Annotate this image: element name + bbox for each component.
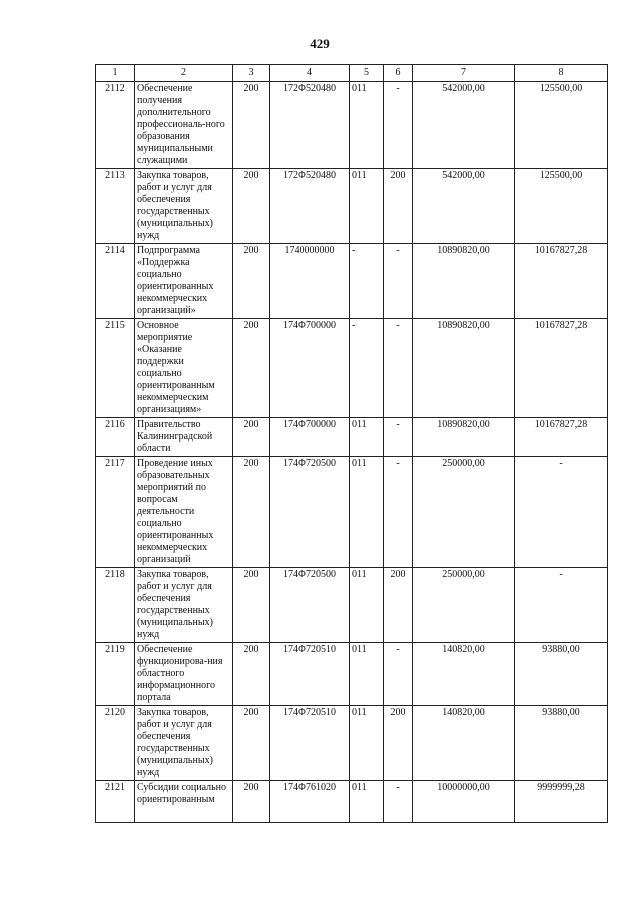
header-col-3: 3 xyxy=(233,65,270,82)
row-target-code: 174Ф700000 xyxy=(270,319,350,418)
row-expense-type: - xyxy=(384,418,413,457)
table-row xyxy=(96,244,608,319)
table-row xyxy=(96,643,608,706)
row-code: 200 xyxy=(233,244,270,319)
row-value-planned: 10890820,00 xyxy=(413,319,515,418)
row-name: Обеспечение функционирова-ния областного информационного портала xyxy=(135,643,233,706)
row-target-code: 172Ф520480 xyxy=(270,169,350,244)
row-value-actual: 10167827,28 xyxy=(515,244,608,319)
row-value-actual: 93880,00 xyxy=(515,643,608,706)
row-target-code: 172Ф520480 xyxy=(270,82,350,169)
budget-table xyxy=(95,64,608,823)
row-source: - xyxy=(350,244,384,319)
row-name: Закупка товаров, работ и услуг для обеспечения государственных (муниципальных) нужд xyxy=(135,706,233,781)
header-col-7: 7 xyxy=(413,65,515,82)
row-source: 011 xyxy=(350,643,384,706)
row-number: 2119 xyxy=(96,643,135,706)
row-number: 2112 xyxy=(96,82,135,169)
row-name: Правительство Калининградской области xyxy=(135,418,233,457)
row-expense-type: - xyxy=(384,457,413,568)
header-col-6: 6 xyxy=(384,65,413,82)
row-code: 200 xyxy=(233,82,270,169)
row-source: 011 xyxy=(350,568,384,643)
row-expense-type: - xyxy=(384,319,413,418)
table-row xyxy=(96,319,608,418)
table-row xyxy=(96,418,608,457)
row-source: 011 xyxy=(350,706,384,781)
row-number: 2121 xyxy=(96,781,135,823)
row-number: 2115 xyxy=(96,319,135,418)
table-row xyxy=(96,82,608,169)
header-col-8: 8 xyxy=(515,65,608,82)
table-row xyxy=(96,169,608,244)
row-value-actual: 125500,00 xyxy=(515,82,608,169)
row-value-planned: 250000,00 xyxy=(413,457,515,568)
row-value-planned: 10000000,00 xyxy=(413,781,515,823)
row-number: 2113 xyxy=(96,169,135,244)
row-target-code: 174Ф720510 xyxy=(270,643,350,706)
row-number: 2114 xyxy=(96,244,135,319)
row-value-actual: 9999999,28 xyxy=(515,781,608,823)
row-name: Обеспечение получения дополнительного профессиональ-ного образования муниципальными служащими xyxy=(135,82,233,169)
row-name: Основное мероприятие «Оказание поддержки социально ориентированным некоммерческим организациям» xyxy=(135,319,233,418)
row-value-planned: 250000,00 xyxy=(413,568,515,643)
row-source: 011 xyxy=(350,418,384,457)
row-expense-type: 200 xyxy=(384,706,413,781)
header-col-2: 2 xyxy=(135,65,233,82)
row-target-code: 174Ф700000 xyxy=(270,418,350,457)
row-source: 011 xyxy=(350,781,384,823)
row-source: 011 xyxy=(350,169,384,244)
header-col-1: 1 xyxy=(96,65,135,82)
row-expense-type: - xyxy=(384,82,413,169)
row-code: 200 xyxy=(233,706,270,781)
row-target-code: 1740000000 xyxy=(270,244,350,319)
table-row xyxy=(96,781,608,823)
row-value-actual: 10167827,28 xyxy=(515,418,608,457)
row-number: 2118 xyxy=(96,568,135,643)
row-source: - xyxy=(350,319,384,418)
row-name: Подпрограмма «Поддержка социально ориентированных некоммерческих организаций» xyxy=(135,244,233,319)
row-expense-type: 200 xyxy=(384,568,413,643)
row-source: 011 xyxy=(350,82,384,169)
header-col-4: 4 xyxy=(270,65,350,82)
row-value-actual: - xyxy=(515,457,608,568)
row-name: Проведение иных образовательных мероприятий по вопросам деятельности социально ориентированных некоммерческих организаций xyxy=(135,457,233,568)
row-number: 2116 xyxy=(96,418,135,457)
row-name: Субсидии социально ориентированным xyxy=(135,781,233,823)
row-name: Закупка товаров, работ и услуг для обеспечения государственных (муниципальных) нужд xyxy=(135,568,233,643)
row-value-planned: 542000,00 xyxy=(413,82,515,169)
table-row xyxy=(96,457,608,568)
table-header xyxy=(96,65,608,82)
row-code: 200 xyxy=(233,568,270,643)
page-number: 429 xyxy=(310,36,330,51)
row-value-planned: 10890820,00 xyxy=(413,418,515,457)
row-source: 011 xyxy=(350,457,384,568)
row-code: 200 xyxy=(233,643,270,706)
row-number: 2117 xyxy=(96,457,135,568)
row-expense-type: - xyxy=(384,643,413,706)
row-code: 200 xyxy=(233,781,270,823)
row-target-code: 174Ф720510 xyxy=(270,706,350,781)
row-target-code: 174Ф720500 xyxy=(270,568,350,643)
table-row xyxy=(96,568,608,643)
row-number: 2120 xyxy=(96,706,135,781)
row-code: 200 xyxy=(233,319,270,418)
row-value-actual: 93880,00 xyxy=(515,706,608,781)
row-expense-type: - xyxy=(384,244,413,319)
row-value-actual: - xyxy=(515,568,608,643)
header-row xyxy=(96,65,608,82)
table-body xyxy=(96,82,608,823)
row-value-actual: 125500,00 xyxy=(515,169,608,244)
header-col-5: 5 xyxy=(350,65,384,82)
row-code: 200 xyxy=(233,418,270,457)
row-value-planned: 10890820,00 xyxy=(413,244,515,319)
row-expense-type: 200 xyxy=(384,169,413,244)
row-target-code: 174Ф720500 xyxy=(270,457,350,568)
row-code: 200 xyxy=(233,457,270,568)
row-code: 200 xyxy=(233,169,270,244)
row-name: Закупка товаров, работ и услуг для обеспечения государственных (муниципальных) нужд xyxy=(135,169,233,244)
row-value-planned: 140820,00 xyxy=(413,643,515,706)
table-row xyxy=(96,706,608,781)
row-value-actual: 10167827,28 xyxy=(515,319,608,418)
row-target-code: 174Ф761020 xyxy=(270,781,350,823)
row-value-planned: 140820,00 xyxy=(413,706,515,781)
row-value-planned: 542000,00 xyxy=(413,169,515,244)
row-expense-type: - xyxy=(384,781,413,823)
